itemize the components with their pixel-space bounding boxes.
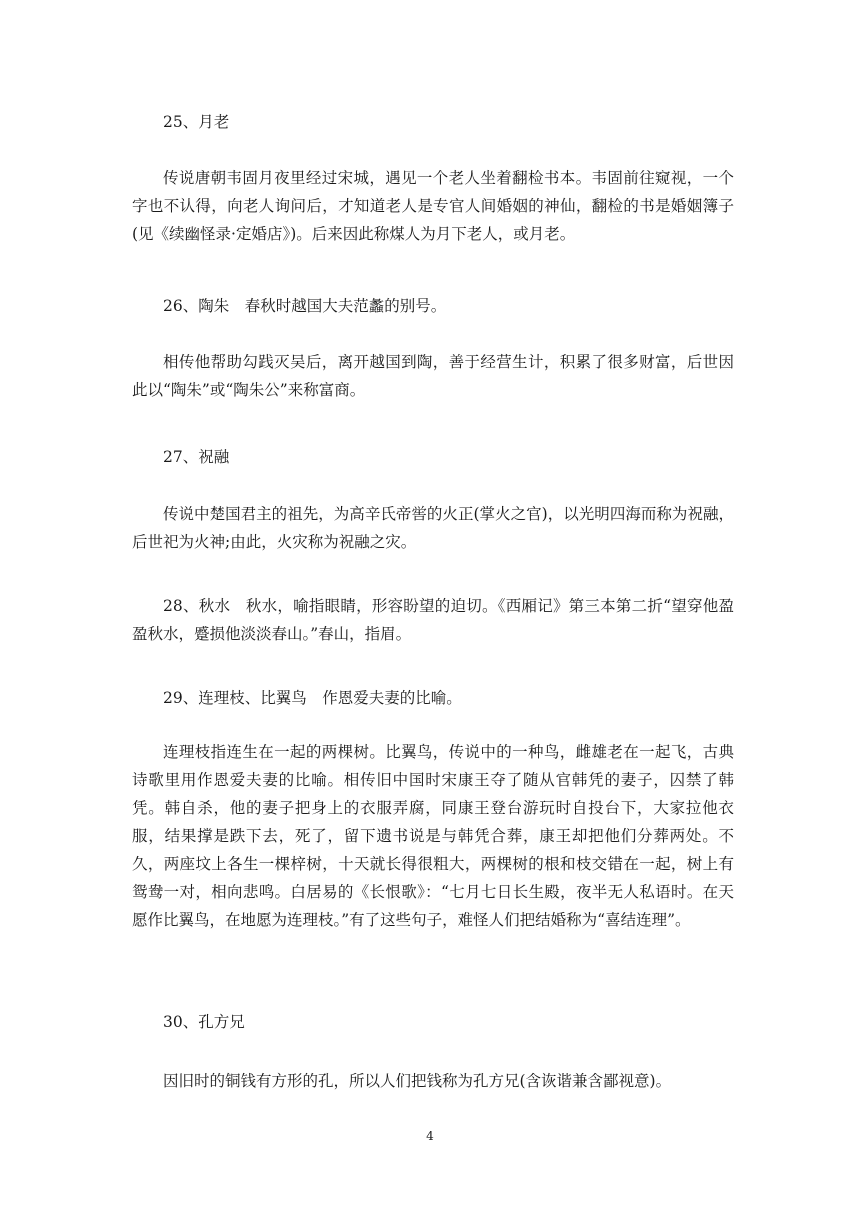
paragraph-25: 传说唐朝韦固月夜里经过宋城，遇见一个老人坐着翻检书本。韦固前往窥视，一个字也不认得，向老人询问后，才知道老人是专官人间婚姻的神仙，翻检的书是婚姻簿子(见《续幽怪录·定婚店》)。后来因此称煤人为月下老人，或月老。: [132, 169, 734, 243]
heading-27: 27、祝融: [163, 448, 230, 466]
paragraph-27: 传说中楚国君主的祖先，为高辛氏帝喾的火正(掌火之官)，以光明四海而称为祝融，后世祀为火神;由此，火灾称为祝融之灾。: [132, 505, 734, 551]
paragraph-29: 连理枝指连生在一起的两棵树。比翼鸟，传说中的一种鸟，雌雄老在一起飞，古典诗歌里用作恩爱夫妻的比喻。相传旧中国时宋康王夺了随从官韩凭的妻子，囚禁了韩凭。韩自杀，他的妻子把身上的衣服弄腐，同康王登台游玩时自投台下，大家拉他衣服，结果撑是跌下去，死了，留下遗书说是与韩凭合葬，康王却把他们分葬两处。不久，两座坟上各生一棵梓树，十天就长得很粗大，两棵树的根和枝交错在一起，树上有鸳鸯一对，相向悲鸣。白居易的《长恨歌》：“七月七日长生殿，夜半无人私语时。在天愿作比翼鸟，在地愿为连理枝。”有了这些句子，难怪人们把结婚称为“喜结连理”。: [132, 743, 734, 929]
heading-28: 28、秋水 秋水，喻指眼睛，形容盼望的迫切。《西厢记》第三本第二折“望穿他盈盈秋水，蹙损他淡淡春山。”春山，指眉。: [132, 597, 734, 643]
heading-25: 25、月老: [163, 113, 230, 131]
paragraph-30: 因旧时的铜钱有方形的孔，所以人们把钱称为孔方兄(含诙谐兼含鄙视意)。: [163, 1072, 672, 1090]
paragraph-26: 相传他帮助勾践灭吴后，离开越国到陶，善于经营生计，积累了很多财富，后世因此以“陶朱”或“陶朱公”来称富商。: [132, 353, 734, 399]
heading-30: 30、孔方兄: [163, 1013, 245, 1031]
page-number: 4: [426, 1129, 434, 1143]
heading-26: 26、陶朱 春秋时越国大夫范蠡的别号。: [163, 297, 447, 315]
heading-29: 29、连理枝、比翼鸟 作恩爱夫妻的比喻。: [163, 689, 462, 707]
